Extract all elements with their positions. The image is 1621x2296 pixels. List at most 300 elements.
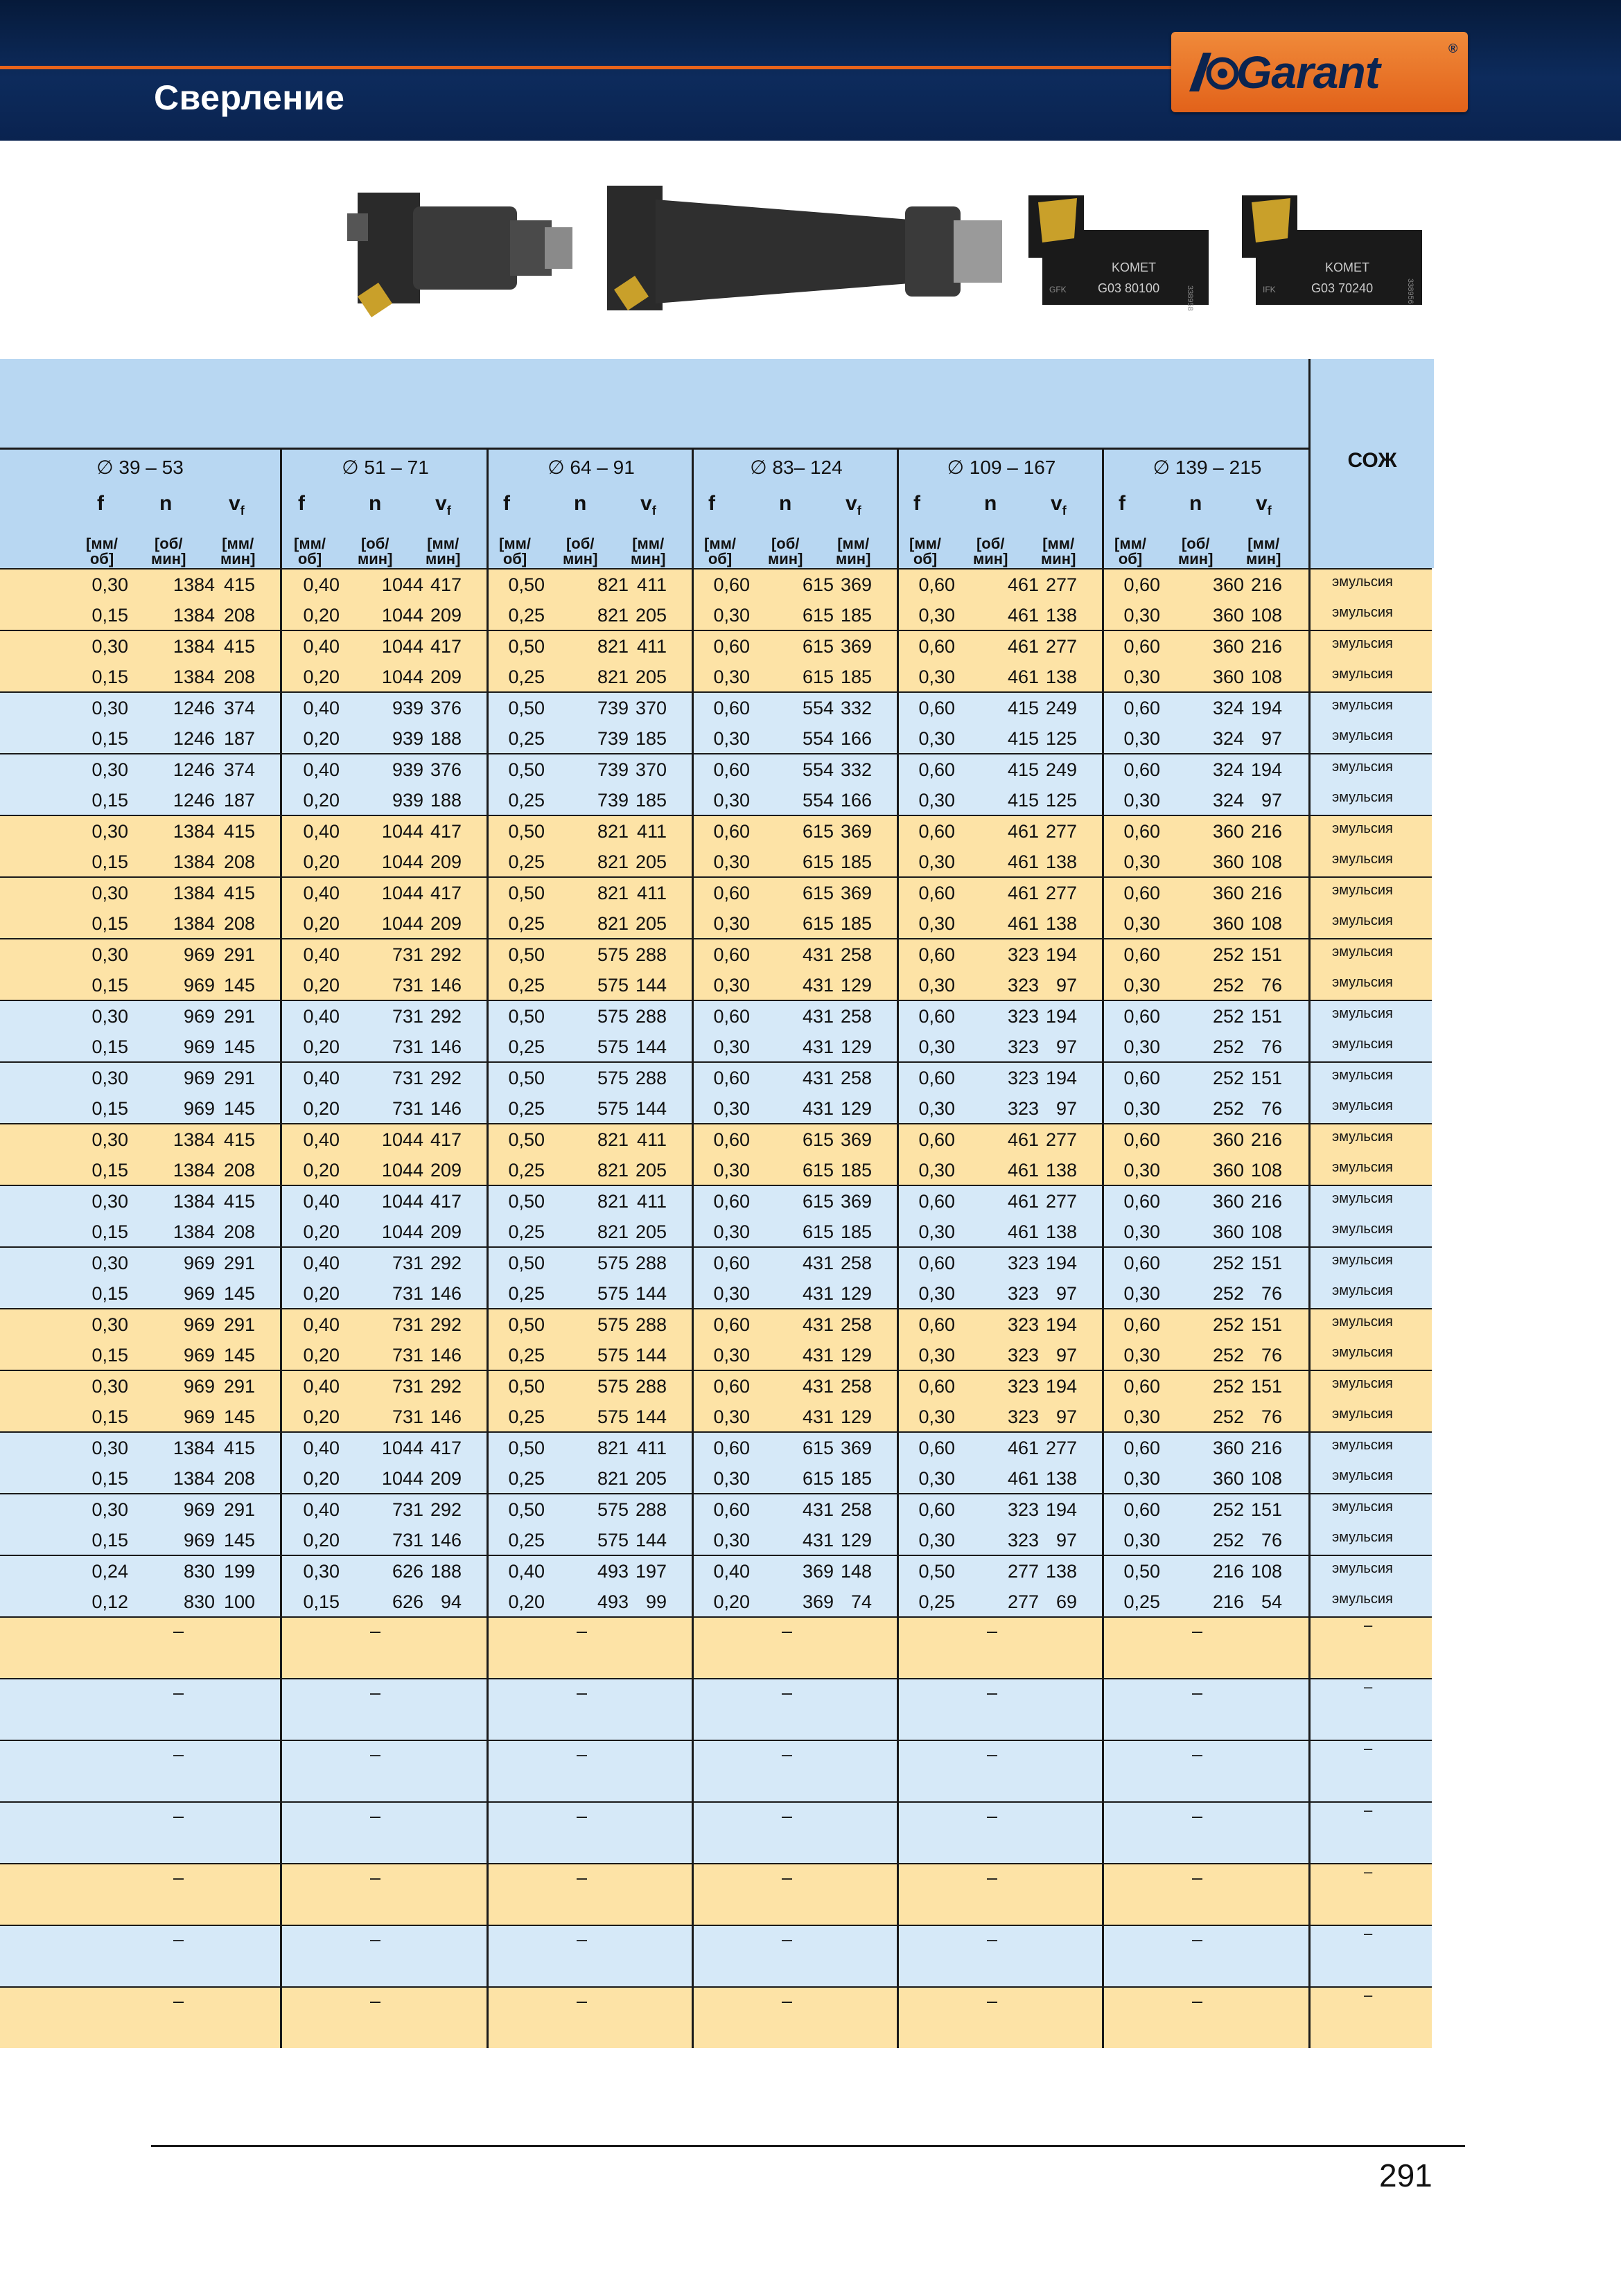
empty-value-dash: – [173, 1682, 184, 1703]
table-cell: 0,30 [918, 1468, 955, 1489]
table-cell: 939 [392, 728, 423, 749]
table-cell: 0,60 [713, 1376, 750, 1397]
table-cell: 0,40 [303, 1253, 340, 1273]
table-cell: 369 [802, 1591, 834, 1612]
table-cell: 129 [840, 975, 872, 996]
table-cell: 205 [635, 666, 667, 687]
table-cell: 0,60 [1123, 636, 1160, 657]
column-divider [1102, 486, 1104, 568]
table-cell: 0,25 [508, 1221, 545, 1242]
table-cell: 76 [1261, 1283, 1282, 1304]
table-cell: 252 [1212, 1376, 1244, 1397]
column-symbol: $v_f$ [435, 492, 451, 518]
table-cell: 151 [1250, 1499, 1282, 1520]
table-cell: 0,60 [918, 883, 955, 903]
table-row-pair [0, 1431, 1432, 1493]
table-cell: 0,25 [508, 1036, 545, 1057]
table-cell: 369 [802, 1561, 834, 1582]
table-cell: 0,30 [91, 1499, 128, 1520]
table-cell: 0,50 [508, 574, 545, 595]
coolant-cell: эмульсия [1332, 666, 1393, 682]
table-cell: 0,25 [508, 1530, 545, 1551]
table-cell: 288 [635, 1068, 667, 1088]
empty-value-dash: – [577, 1929, 588, 1950]
empty-value-dash: – [987, 1929, 998, 1950]
table-cell: 194 [1250, 698, 1282, 718]
table-cell: 288 [635, 944, 667, 965]
table-cell: 0,30 [1123, 975, 1160, 996]
table-cell: 411 [636, 1438, 667, 1458]
table-cell: 0,30 [713, 1468, 750, 1489]
table-cell: 431 [802, 1036, 834, 1057]
table-cell: 739 [597, 759, 629, 780]
table-cell: 575 [597, 1283, 629, 1304]
empty-value-dash: – [370, 1744, 381, 1765]
table-cell: 208 [223, 605, 255, 626]
table-cell: 0,30 [713, 1036, 750, 1057]
table-cell: 97 [1055, 1406, 1077, 1427]
table-cell: 1384 [173, 1221, 215, 1242]
table-cell: 277 [1045, 574, 1077, 595]
table-cell: 1246 [173, 698, 215, 718]
table-cell: 0,60 [713, 1191, 750, 1212]
table-cell: 209 [430, 1468, 462, 1489]
table-cell: 324 [1212, 790, 1244, 811]
table-cell: 0,25 [1123, 1591, 1160, 1612]
table-cell: 138 [1045, 605, 1077, 626]
table-cell: 969 [183, 1283, 215, 1304]
table-cell: 125 [1045, 728, 1077, 749]
footer-rule [151, 2145, 1465, 2147]
column-unit: [об/ мин] [151, 535, 186, 567]
table-cell: 0,40 [303, 944, 340, 965]
table-cell: 0,60 [1123, 574, 1160, 595]
table-cell: 0,25 [508, 1283, 545, 1304]
table-cell: 417 [430, 636, 462, 657]
diameter-group-header: ∅ 39 – 53 [0, 448, 280, 488]
table-cell: 0,30 [1123, 1098, 1160, 1119]
table-cell: 0,15 [91, 1160, 128, 1181]
table-cell: 209 [430, 1160, 462, 1181]
empty-coolant-dash: – [1364, 1801, 1373, 1819]
table-cell: 821 [597, 883, 629, 903]
column-symbol: $v_f$ [845, 492, 861, 518]
holder-serial-2: 338956 [1406, 279, 1414, 304]
table-cell: 185 [840, 605, 872, 626]
table-cell: 431 [802, 1098, 834, 1119]
table-cell: 0,60 [1123, 698, 1160, 718]
table-cell: 615 [802, 1160, 834, 1181]
table-cell: 1384 [173, 1468, 215, 1489]
table-cell: 292 [430, 1376, 462, 1397]
table-cell: 148 [840, 1561, 872, 1582]
table-row-empty [0, 1678, 1432, 1740]
column-unit: [мм/ мин] [1246, 535, 1281, 567]
column-unit: [об/ мин] [1178, 535, 1213, 567]
empty-value-dash: – [987, 1805, 998, 1826]
table-cell: 288 [635, 1376, 667, 1397]
table-cell: 151 [1250, 944, 1282, 965]
table-cell: 0,30 [918, 728, 955, 749]
table-row-pair [0, 753, 1432, 815]
empty-value-dash: – [173, 1621, 184, 1641]
table-cell: 0,30 [918, 1345, 955, 1366]
table-cell: 187 [223, 728, 255, 749]
table-cell: 461 [1007, 913, 1039, 934]
table-cell: 252 [1212, 1068, 1244, 1088]
table-cell: 374 [223, 759, 255, 780]
table-cell: 258 [840, 1499, 872, 1520]
table-row-pair [0, 1308, 1432, 1370]
table-cell: 252 [1212, 1345, 1244, 1366]
table-cell: 0,30 [1123, 666, 1160, 687]
empty-value-dash: – [370, 1621, 381, 1641]
table-cell: 185 [840, 1468, 872, 1489]
table-row-pair [0, 1555, 1432, 1616]
holder-brand-2: KOMET [1325, 260, 1370, 274]
table-cell: 1044 [381, 821, 423, 842]
table-cell: 187 [223, 790, 255, 811]
table-cell: 205 [635, 605, 667, 626]
coolant-cell: эмульсия [1332, 1406, 1393, 1422]
table-cell: 0,60 [1123, 1006, 1160, 1027]
table-cell: 1044 [381, 1221, 423, 1242]
table-cell: 370 [635, 759, 667, 780]
table-cell: 821 [597, 1129, 629, 1150]
table-cell: 0,20 [303, 975, 340, 996]
table-cell: 1044 [381, 1438, 423, 1458]
table-cell: 1044 [381, 636, 423, 657]
table-cell: 138 [1045, 913, 1077, 934]
empty-coolant-dash: – [1364, 1616, 1373, 1634]
table-cell: 821 [597, 821, 629, 842]
table-cell: 969 [183, 1036, 215, 1057]
table-cell: 291 [223, 1253, 255, 1273]
table-cell: 0,20 [303, 790, 340, 811]
table-cell: 277 [1045, 636, 1077, 657]
page-number: 291 [1379, 2157, 1432, 2193]
table-cell: 731 [392, 1036, 423, 1057]
table-cell: 431 [802, 975, 834, 996]
coolant-column-header [1308, 359, 1434, 568]
table-cell: 76 [1261, 1345, 1282, 1366]
table-cell: 146 [430, 1283, 462, 1304]
table-cell: 376 [430, 759, 462, 780]
table-cell: 0,30 [91, 759, 128, 780]
column-divider [897, 486, 899, 568]
table-cell: 0,25 [508, 1406, 545, 1427]
empty-value-dash: – [782, 1744, 793, 1765]
table-cell: 151 [1250, 1376, 1282, 1397]
table-cell: 144 [635, 1345, 667, 1366]
table-cell: 209 [430, 1221, 462, 1242]
table-cell: 0,30 [713, 666, 750, 687]
column-unit: [мм/ мин] [426, 535, 461, 567]
table-cell: 1384 [173, 1160, 215, 1181]
empty-value-dash: – [577, 1621, 588, 1641]
table-cell: 0,30 [713, 851, 750, 872]
table-cell: 821 [597, 1160, 629, 1181]
table-cell: 360 [1212, 1468, 1244, 1489]
table-cell: 411 [636, 1191, 667, 1212]
table-cell: 1246 [173, 728, 215, 749]
table-cell: 0,15 [91, 605, 128, 626]
table-cell: 575 [597, 975, 629, 996]
table-cell: 969 [183, 1406, 215, 1427]
table-cell: 146 [430, 1530, 462, 1551]
table-cell: 417 [430, 883, 462, 903]
table-cell: 360 [1212, 666, 1244, 687]
table-row-empty [0, 1986, 1432, 2048]
table-cell: 0,20 [303, 666, 340, 687]
table-cell: 0,60 [713, 1129, 750, 1150]
table-cell: 209 [430, 851, 462, 872]
table-cell: 258 [840, 1006, 872, 1027]
table-cell: 626 [392, 1591, 423, 1612]
table-cell: 0,60 [1123, 821, 1160, 842]
table-cell: 0,50 [508, 1006, 545, 1027]
table-cell: 360 [1212, 1160, 1244, 1181]
table-cell: 216 [1250, 574, 1282, 595]
table-cell: 323 [1007, 1006, 1039, 1027]
table-cell: 969 [183, 1006, 215, 1027]
table-cell: 461 [1007, 821, 1039, 842]
table-cell: 291 [223, 1499, 255, 1520]
table-cell: 0,40 [713, 1561, 750, 1582]
table-cell: 0,25 [508, 1468, 545, 1489]
table-cell: 615 [802, 851, 834, 872]
table-cell: 323 [1007, 944, 1039, 965]
table-cell: 0,50 [508, 1253, 545, 1273]
table-cell: 249 [1045, 698, 1077, 718]
table-cell: 431 [802, 1006, 834, 1027]
coolant-cell: эмульсия [1332, 1221, 1393, 1237]
table-cell: 252 [1212, 1499, 1244, 1520]
column-symbol: $v_f$ [1051, 492, 1067, 518]
table-cell: 0,60 [713, 883, 750, 903]
coolant-cell: эмульсия [1332, 1253, 1393, 1268]
table-cell: 360 [1212, 1191, 1244, 1212]
table-cell: 0,60 [918, 1191, 955, 1212]
coolant-cell: эмульсия [1332, 1561, 1393, 1576]
column-unit: [мм/ об] [294, 535, 326, 567]
table-cell: 0,30 [91, 698, 128, 718]
table-cell: 324 [1212, 698, 1244, 718]
column-divider [692, 486, 694, 568]
table-cell: 216 [1250, 821, 1282, 842]
table-cell: 0,30 [713, 605, 750, 626]
diameter-group-header: ∅ 139 – 215 [1102, 448, 1311, 488]
table-cell: 0,60 [713, 574, 750, 595]
table-cell: 0,20 [303, 913, 340, 934]
table-cell: 0,30 [91, 1438, 128, 1458]
empty-value-dash: – [987, 1867, 998, 1888]
coolant-cell: эмульсия [1332, 1314, 1393, 1330]
table-cell: 731 [392, 1068, 423, 1088]
table-cell: 939 [392, 759, 423, 780]
table-row-pair [0, 568, 1432, 630]
table-cell: 1044 [381, 666, 423, 687]
table-cell: 145 [223, 1036, 255, 1057]
table-cell: 461 [1007, 666, 1039, 687]
table-cell: 0,60 [918, 1129, 955, 1150]
table-cell: 0,40 [303, 821, 340, 842]
table-cell: 76 [1261, 975, 1282, 996]
table-cell: 369 [840, 1438, 872, 1458]
table-cell: 0,20 [303, 1221, 340, 1242]
table-cell: 258 [840, 1314, 872, 1335]
table-cell: 0,30 [918, 1283, 955, 1304]
column-unit: [мм/ мин] [836, 535, 871, 567]
table-cell: 431 [802, 1530, 834, 1551]
table-cell: 731 [392, 1314, 423, 1335]
table-cell: 554 [802, 790, 834, 811]
coolant-cell: эмульсия [1332, 605, 1393, 620]
table-cell: 830 [183, 1561, 215, 1582]
table-row-empty [0, 1616, 1432, 1678]
table-cell: 216 [1212, 1591, 1244, 1612]
table-cell: 292 [430, 944, 462, 965]
table-cell: 1384 [173, 605, 215, 626]
table-cell: 1384 [173, 1438, 215, 1458]
table-cell: 1384 [173, 1191, 215, 1212]
coolant-cell: эмульсия [1332, 790, 1393, 805]
table-cell: 0,30 [91, 944, 128, 965]
table-cell: 258 [840, 944, 872, 965]
table-cell: 0,30 [91, 1253, 128, 1273]
table-cell: 97 [1055, 975, 1077, 996]
table-cell: 252 [1212, 1530, 1244, 1551]
holder-side-1: GFK [1049, 285, 1067, 294]
table-cell: 1384 [173, 913, 215, 934]
empty-value-dash: – [370, 1990, 381, 2011]
table-cell: 0,15 [91, 1468, 128, 1489]
column-divider [1102, 568, 1104, 2048]
table-cell: 323 [1007, 1253, 1039, 1273]
table-cell: 0,20 [508, 1591, 545, 1612]
table-cell: 0,60 [1123, 1191, 1160, 1212]
table-row-pair [0, 815, 1432, 876]
table-cell: 0,20 [303, 728, 340, 749]
table-cell: 208 [223, 1160, 255, 1181]
table-cell: 0,30 [713, 1160, 750, 1181]
table-cell: 369 [840, 574, 872, 595]
empty-value-dash: – [173, 1990, 184, 2011]
coolant-cell: эмульсия [1332, 1591, 1393, 1607]
table-cell: 323 [1007, 1036, 1039, 1057]
table-cell: 939 [392, 790, 423, 811]
table-cell: 277 [1045, 1129, 1077, 1150]
table-cell: 97 [1261, 728, 1282, 749]
table-cell: 0,60 [713, 944, 750, 965]
table-cell: 252 [1212, 1253, 1244, 1273]
table-row-pair [0, 691, 1432, 753]
table-cell: 1384 [173, 1129, 215, 1150]
table-cell: 739 [597, 790, 629, 811]
table-cell: 969 [183, 1068, 215, 1088]
table-cell: 461 [1007, 851, 1039, 872]
table-cell: 575 [597, 1006, 629, 1027]
table-cell: 0,30 [918, 1160, 955, 1181]
table-cell: 0,30 [91, 1068, 128, 1088]
table-cell: 209 [430, 605, 462, 626]
table-cell: 323 [1007, 1345, 1039, 1366]
table-cell: 575 [597, 1530, 629, 1551]
table-cell: 0,60 [713, 1314, 750, 1335]
column-unit: [мм/ мин] [220, 535, 256, 567]
table-cell: 0,40 [303, 1438, 340, 1458]
table-cell: 252 [1212, 1006, 1244, 1027]
table-cell: 0,60 [918, 698, 955, 718]
coolant-cell: эмульсия [1332, 728, 1393, 743]
table-cell: 146 [430, 975, 462, 996]
table-cell: 129 [840, 1345, 872, 1366]
table-cell: 830 [183, 1591, 215, 1612]
empty-value-dash: – [987, 1990, 998, 2011]
table-cell: 0,60 [918, 1253, 955, 1273]
column-unit: [об/ мин] [358, 535, 393, 567]
table-cell: 615 [802, 1438, 834, 1458]
table-cell: 0,20 [303, 1098, 340, 1119]
table-cell: 252 [1212, 944, 1244, 965]
table-cell: 288 [635, 1499, 667, 1520]
table-cell: 0,60 [918, 1376, 955, 1397]
table-cell: 360 [1212, 1129, 1244, 1150]
table-cell: 0,40 [303, 698, 340, 718]
table-cell: 129 [840, 1283, 872, 1304]
table-row-pair [0, 1185, 1432, 1246]
table-cell: 0,15 [91, 1530, 128, 1551]
table-cell: 108 [1250, 605, 1282, 626]
table-cell: 0,60 [1123, 1253, 1160, 1273]
table-cell: 0,30 [1123, 913, 1160, 934]
table-cell: 0,60 [1123, 1068, 1160, 1088]
table-cell: 360 [1212, 913, 1244, 934]
coolant-cell: эмульсия [1332, 1036, 1393, 1052]
table-cell: 0,50 [508, 636, 545, 657]
table-header-band [0, 359, 1432, 448]
table-cell: 252 [1212, 1406, 1244, 1427]
table-cell: 0,40 [303, 574, 340, 595]
table-cell: 0,50 [508, 698, 545, 718]
table-cell: 0,25 [508, 790, 545, 811]
table-cell: 108 [1250, 1160, 1282, 1181]
coolant-cell: эмульсия [1332, 944, 1393, 960]
table-cell: 0,40 [303, 1376, 340, 1397]
table-cell: 125 [1045, 790, 1077, 811]
table-cell: 360 [1212, 1438, 1244, 1458]
table-cell: 54 [1261, 1591, 1282, 1612]
coolant-cell: эмульсия [1332, 913, 1393, 928]
table-cell: 0,60 [713, 759, 750, 780]
logo-registered-mark: ® [1448, 42, 1458, 55]
table-cell: 0,25 [508, 913, 545, 934]
boring-head-long-image [600, 172, 1009, 324]
table-cell: 99 [645, 1591, 667, 1612]
table-cell: 415 [1007, 698, 1039, 718]
diameter-group-header: ∅ 83– 124 [692, 448, 899, 488]
table-cell: 205 [635, 913, 667, 934]
table-cell: 626 [392, 1561, 423, 1582]
table-cell: 108 [1250, 1561, 1282, 1582]
page-header [0, 0, 1621, 141]
table-cell: 0,50 [508, 1068, 545, 1088]
table-cell: 360 [1212, 1221, 1244, 1242]
coolant-cell: эмульсия [1332, 1068, 1393, 1083]
table-cell: 288 [635, 1006, 667, 1027]
table-cell: 415 [223, 1129, 255, 1150]
table-cell: 1044 [381, 913, 423, 934]
